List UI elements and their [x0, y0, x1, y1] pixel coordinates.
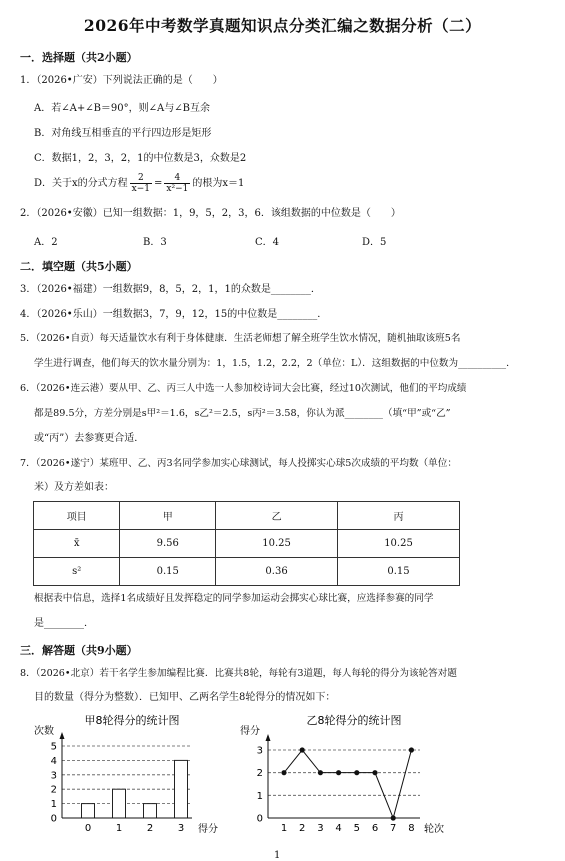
q2-option-d: D．5	[362, 237, 387, 248]
table-cell: s²	[34, 558, 120, 586]
q8-line-1: 8．（2026•北京）若干名学生参加编程比赛．比赛共8轮，每轮有3道题，每人每轮的得分为该轮答对题	[20, 668, 457, 679]
q5-line-1: 5．（2026•自贡）每天适量饮水有利于身体健康．生活老师想了解全班学生饮水情况，随机抽取该班5名	[20, 333, 461, 344]
q1-option-d	[34, 172, 244, 196]
q1-stem: 1．（2026•广安）下列说法正确的是（ ）	[20, 75, 223, 86]
x-tick-label: 2	[146, 823, 154, 834]
page-number: 1	[274, 850, 281, 861]
y-tick-label: 0	[50, 813, 57, 825]
bar	[144, 804, 157, 818]
y-axis-arrow	[266, 734, 271, 741]
section-heading-choice: 一．选择题（共2小题）	[20, 51, 138, 64]
x-tick-label: 1	[280, 823, 288, 834]
data-point	[409, 747, 414, 752]
table-header-cell: 乙	[216, 502, 338, 530]
bar	[113, 789, 126, 818]
bar	[175, 760, 188, 818]
data-point	[354, 770, 359, 775]
q1-option-d-suffix: 的根为x＝1	[192, 178, 245, 189]
equals-sign: =	[154, 178, 163, 189]
data-point	[300, 747, 305, 752]
fraction-2-denominator: x²−1	[166, 184, 189, 194]
table-cell: 9.56	[120, 530, 216, 558]
table-cell: 0.15	[338, 558, 460, 586]
table-cell: 0.15	[120, 558, 216, 586]
y-tick-label: 3	[256, 745, 263, 757]
chart-title: 乙8轮得分的统计图	[306, 714, 402, 727]
x-tick-label: 6	[371, 823, 379, 834]
q6-line-1: 6．（2026•连云港）要从甲、乙、丙三人中选一人参加校诗词大会比赛，经过10次测试，他们的平均成绩	[20, 383, 467, 394]
fraction-2-numerator: 4	[164, 173, 190, 184]
fraction-1	[130, 173, 152, 194]
q1-option-c: C．数据1，2，3，2，1的中位数是3，众数是2	[34, 153, 247, 164]
fraction-1-denominator: x−1	[131, 184, 151, 194]
table-header-row	[34, 502, 460, 530]
q7-line-4: 是________．	[34, 618, 94, 629]
table-header-cell: 甲	[120, 502, 216, 530]
x-axis-label: 轮次	[424, 824, 444, 835]
q6-line-2: 都是89.5分，方差分别是s甲²＝1.6，s乙²＝2.5，s丙²＝3.58，你认为派________（填“甲”或“乙”	[34, 408, 451, 419]
x-tick-label: 2	[299, 823, 306, 834]
q4-text: 4．（2026•乐山）一组数据3，7，9，12，15的中位数是________．	[20, 309, 328, 320]
q7-line-1: 7．（2026•遂宁）某班甲、乙、丙3名同学参加实心球测试，每人投掷实心球5次成绩的平均数（单位：	[20, 458, 457, 469]
bar-chart-jia	[30, 710, 230, 845]
table-row	[34, 530, 460, 558]
series-line	[284, 750, 411, 818]
data-point	[318, 770, 323, 775]
table-cell: x̄	[34, 530, 120, 558]
x-tick-label: 7	[390, 823, 397, 834]
x-tick-label: 8	[408, 823, 415, 834]
line-chart-yi	[236, 710, 458, 845]
q3-text: 3．（2026•福建）一组数据9，8，5，2，1，1的众数是________．	[20, 284, 321, 295]
y-axis-label: 得分	[240, 726, 260, 737]
q2-option-b: B．3	[143, 237, 167, 248]
y-tick-label: 0	[256, 813, 263, 825]
y-tick-label: 5	[50, 741, 57, 753]
y-tick-label: 2	[256, 768, 263, 780]
q1-option-b: B．对角线互相垂直的平行四边形是矩形	[34, 128, 212, 139]
y-tick-label: 3	[50, 770, 57, 782]
x-tick-label: 0	[84, 823, 92, 834]
table-row	[34, 558, 460, 586]
data-point	[372, 770, 377, 775]
q8-line-2: 目的数量（得分为整数）．已知甲、乙两名学生8轮得分的情况如下：	[34, 692, 336, 703]
y-axis-arrow	[60, 732, 65, 739]
q1-option-a: A．若∠A+∠B＝90°，则∠A与∠B互余	[34, 103, 210, 114]
y-axis-label: 次数	[34, 726, 54, 737]
fraction-1-numerator: 2	[130, 173, 152, 184]
data-point	[281, 770, 286, 775]
data-point	[336, 770, 341, 775]
table-cell: 10.25	[338, 530, 460, 558]
x-tick-label: 3	[177, 823, 185, 834]
q6-line-3: 或“丙”）去参赛更合适．	[34, 433, 145, 444]
q7-line-2: 米）及方差如表：	[34, 482, 114, 493]
x-tick-label: 3	[317, 823, 324, 834]
table-header-cell: 丙	[338, 502, 460, 530]
section-heading-fill: 二．填空题（共5小题）	[20, 260, 138, 273]
q7-data-table	[33, 501, 460, 586]
fraction-2	[164, 173, 190, 194]
q7-line-3: 根据表中信息，选择1名成绩好且发挥稳定的同学参加运动会掷实心球比赛，应选择参赛的同学	[34, 593, 434, 604]
q5-line-2: 学生进行调查，他们每天的饮水量分别为：1，1.5，1.2，2.2，2（单位：L）．这组数据的中位数为__________．	[34, 358, 516, 369]
chart-title: 甲8轮得分的统计图	[84, 714, 180, 727]
q2-option-a: A．2	[34, 237, 58, 248]
table-cell: 0.36	[216, 558, 338, 586]
x-tick-label: 1	[115, 823, 123, 834]
page-title: 2026年中考数学真题知识点分类汇编之数据分析（二）	[83, 16, 482, 35]
y-tick-label: 4	[50, 755, 57, 767]
y-tick-label: 1	[256, 790, 263, 802]
bar	[82, 804, 95, 818]
y-tick-label: 1	[50, 799, 57, 811]
q2-stem: 2．（2026•安徽）已知一组数据：1，9，5，2，3，6．该组数据的中位数是（ ）	[20, 208, 401, 219]
table-header-cell: 项目	[34, 502, 120, 530]
q2-option-c: C．4	[255, 237, 280, 248]
table-cell: 10.25	[216, 530, 338, 558]
x-tick-label: 5	[353, 823, 360, 834]
x-axis-label: 得分	[198, 824, 218, 835]
q1-option-d-prefix: D．关于x的分式方程	[34, 178, 128, 189]
x-tick-label: 4	[335, 823, 342, 834]
y-tick-label: 2	[50, 784, 57, 796]
section-heading-answer: 三．解答题（共9小题）	[20, 644, 138, 657]
